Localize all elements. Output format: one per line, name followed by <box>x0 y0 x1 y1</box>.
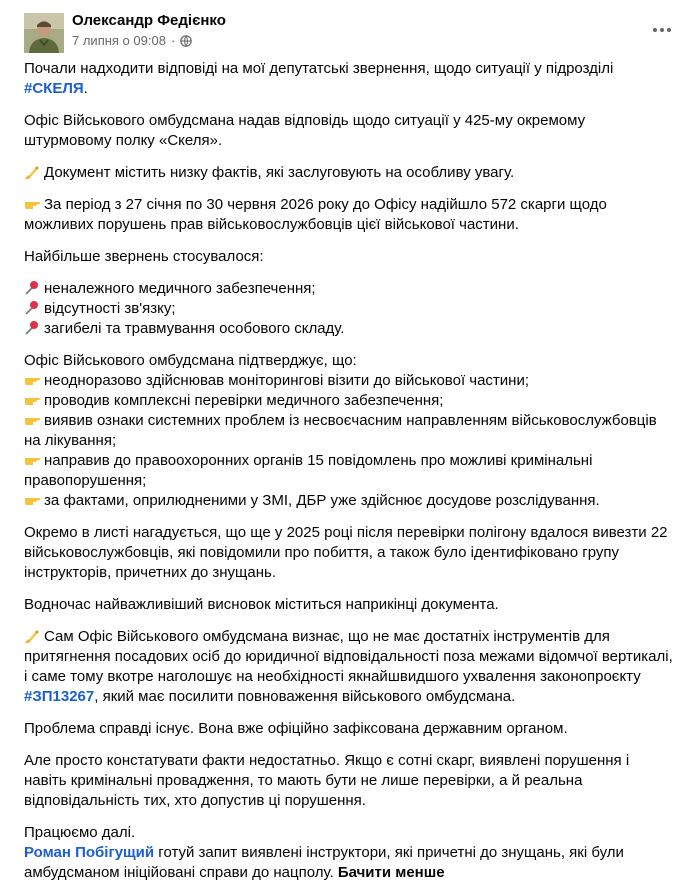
meta-separator: · <box>170 33 176 48</box>
mention-link[interactable]: Роман Побігущий <box>24 844 155 861</box>
confirmations-block <box>24 351 674 511</box>
post-date[interactable]: 7 липня о 09:08 <box>72 33 166 48</box>
author-name[interactable]: Олександр Федієнко <box>72 12 226 29</box>
list-item <box>24 319 674 339</box>
more-dots-icon <box>652 27 672 33</box>
paragraph-ombudsman: Офіс Військового омбудсмана надав відповідь щодо ситуації у 425-му окремому штурмовому полку «Скеля». <box>24 112 586 149</box>
confirmations-heading: Офіс Військового омбудсмана підтверджує, що: <box>24 352 357 369</box>
hashtag-bill-link[interactable]: #ЗП13267 <box>24 688 95 705</box>
admits-text: Сам Офіс Військового омбудсмана визнає, що не має достатніх інструментів для притягнення посадових осіб до юридичної відповідальності поза межами відомчої вертикалі, і саме тому вкотре наголошує на необхідності якнайшвидшого ухвалення законопроєкту <box>24 628 673 685</box>
writing-hand-icon <box>24 164 40 180</box>
post-body <box>24 59 674 895</box>
pushpin-icon <box>24 300 40 316</box>
pointing-right-icon <box>24 492 40 508</box>
list-item-text: за фактами, оприлюдненими у ЗМІ, ДБР уже здійснює досудове розслідування. <box>44 492 600 509</box>
paragraph-complaints-heading: Найбільше звернень стосувалося: <box>24 248 264 265</box>
list-item-text: відсутності зв'язку; <box>44 300 176 317</box>
globe-icon[interactable] <box>180 35 192 47</box>
post-header <box>0 0 694 62</box>
more-options-button[interactable] <box>644 12 680 48</box>
pointing-right-icon <box>24 412 40 428</box>
author-avatar[interactable] <box>24 13 64 53</box>
pointing-right-icon <box>24 452 40 468</box>
list-item <box>24 451 674 491</box>
pointing-right-icon <box>24 372 40 388</box>
list-item-text: виявив ознаки системних проблем із несвоєчасним направленням військовослужбовців на лікування; <box>24 412 657 449</box>
closing-line: Працюємо далі. <box>24 824 136 841</box>
mention-line <box>24 843 674 883</box>
mention-text: готуй запит виявлені інструктори, які причетні до знущань, які були амбудсманом ініційовані справи до нацполу. <box>24 844 624 881</box>
list-item-text: проводив комплексні перевірки медичного забезпечення; <box>44 392 444 409</box>
paragraph-closing <box>24 823 674 883</box>
list-item <box>24 371 674 391</box>
paragraph-intro <box>24 59 674 99</box>
pushpin-icon <box>24 280 40 296</box>
paragraph-problem-exists: Проблема справді існує. Вона вже офіційно зафіксована державним органом. <box>24 720 568 737</box>
list-item-text: загибелі та травмування особового складу. <box>44 320 345 337</box>
post-meta <box>72 33 192 48</box>
paragraph-conclusion-intro: Водночас найважливіший висновок міститься наприкінці документа. <box>24 596 499 613</box>
writing-hand-icon <box>24 628 40 644</box>
list-item <box>24 491 674 511</box>
intro-end: . <box>83 80 88 97</box>
list-item <box>24 411 674 451</box>
intro-text: Почали надходити відповіді на мої депутатські звернення, щодо ситуації у підрозділі <box>24 60 614 77</box>
avatar-photo-icon <box>24 13 64 53</box>
list-item-text: направив до правоохоронних органів 15 повідомлень про можливі кримінальні правопорушення; <box>24 452 593 489</box>
hashtag-skelia-link[interactable]: #СКЕЛЯ <box>24 80 84 97</box>
list-item-text: неодноразово здійснював моніторингові візити до військової частини; <box>44 372 530 389</box>
paragraph-facts <box>24 163 674 183</box>
list-item <box>24 391 674 411</box>
admits-end: , який має посилити повноваження військового омбудсмана. <box>94 688 516 705</box>
paragraph-2025-check: Окремо в листі нагадується, що ще у 2025 році після перевірки полігону вдалося вивезти 22 військовослужбовців, які повідомили про побиття, а також було ідентифіковано групу інструкторів, причетних до знущань. <box>24 524 668 581</box>
facts-text: Документ містить низку фактів, які заслуговують на особливу увагу. <box>44 164 515 181</box>
see-less-button[interactable]: Бачити менше <box>337 864 445 881</box>
list-item <box>24 279 674 299</box>
list-item-text: неналежного медичного забезпечення; <box>44 280 316 297</box>
list-item <box>24 299 674 319</box>
pointing-right-icon <box>24 196 40 212</box>
complaints-count-text: За період з 27 січня по 30 червня 2026 року до Офісу надійшло 572 скарги щодо можливих порушень прав військовослужбовців цієї військової частини. <box>24 196 607 233</box>
paragraph-complaints-count <box>24 195 674 235</box>
pushpin-icon <box>24 320 40 336</box>
complaints-list <box>24 279 674 339</box>
pointing-right-icon <box>24 392 40 408</box>
paragraph-ombudsman-admits <box>24 627 674 707</box>
paragraph-responsibility: Але просто констатувати факти недостатньо. Якщо є сотні скарг, виявлені порушення і навіть кримінальні провадження, то мають бути не лише перевірки, а й реальна відповідальність тих, хто допустив ці порушення. <box>24 752 630 809</box>
